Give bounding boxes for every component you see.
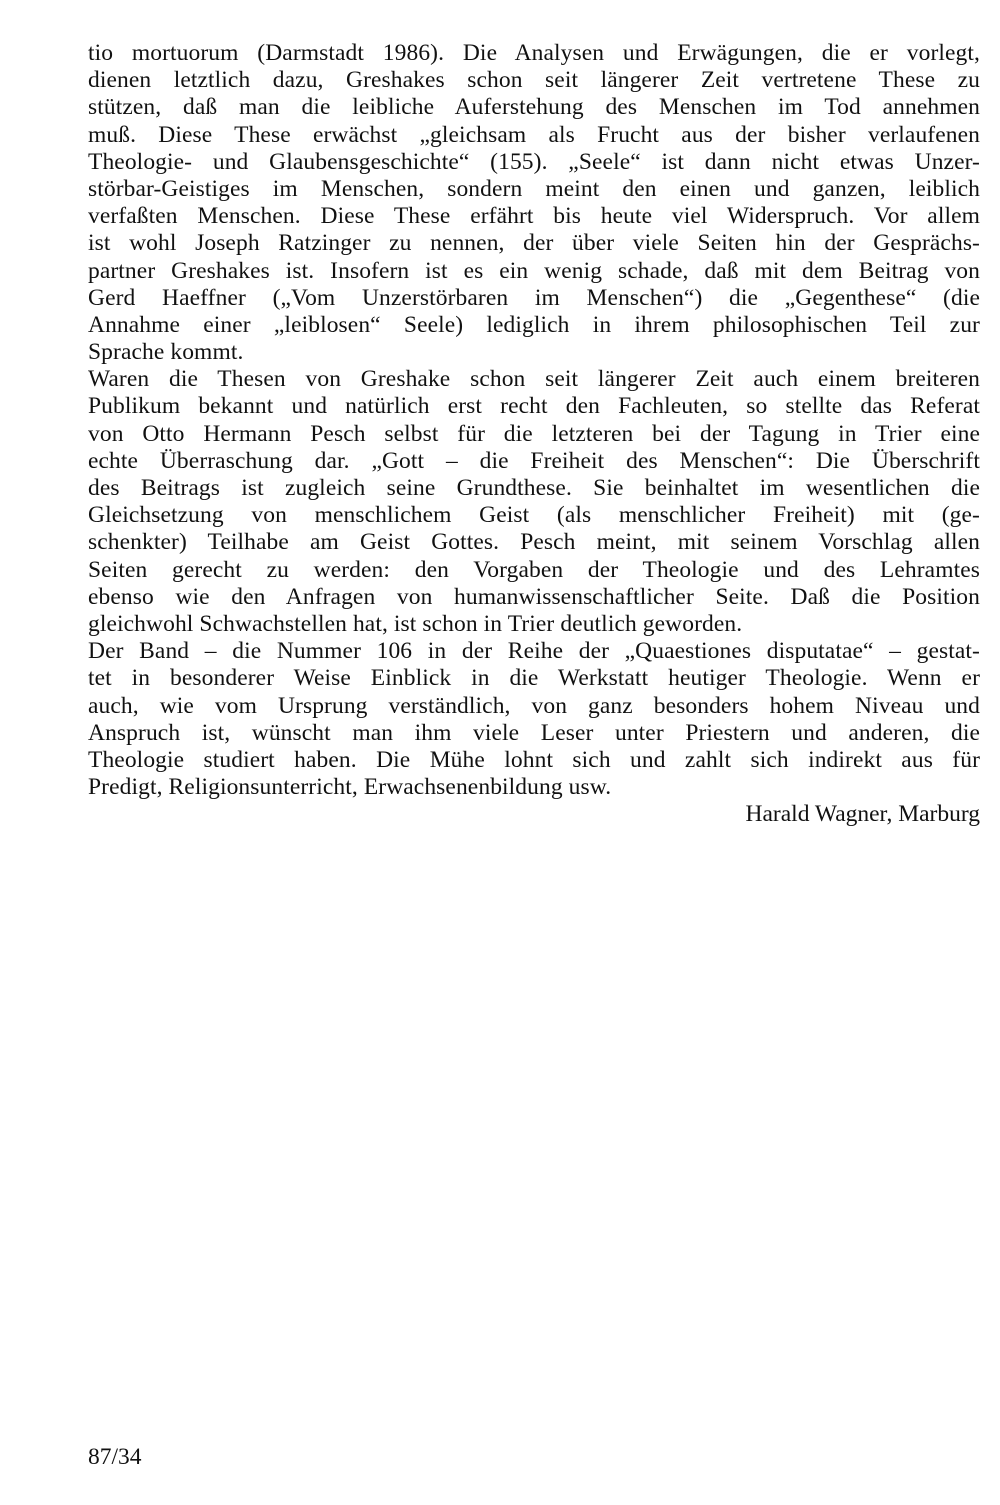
paragraph-end-line: gleichwohl Schwachstellen hat, ist schon in Trier deutlich geworden.: [88, 610, 743, 637]
text-line: von Otto Hermann Pesch selbst für die letzteren bei der Tagung in Trier eine: [88, 420, 980, 447]
text-line: verfaßten Menschen. Diese These erfährt bis heute viel Widerspruch. Vor allem: [88, 203, 980, 230]
text-line: Waren die Thesen von Greshake schon seit längerer Zeit auch einem breiteren: [88, 366, 980, 393]
page-number: 87/34: [88, 1444, 142, 1470]
paragraph-end-line: Sprache kommt.: [88, 339, 244, 366]
text-line: Publikum bekannt und natürlich erst recht den Fachleuten, so stellte das Referat: [88, 393, 980, 420]
text-line: Theologie- und Glaubensgeschichte“ (155). „Seele“ ist dann nicht etwas Unzer-: [88, 148, 980, 175]
text-line: echte Überraschung dar. „Gott – die Freiheit des Menschen“: Die Überschrift: [88, 447, 980, 474]
text-line: tet in besonderer Weise Einblick in die Werkstatt heutiger Theologie. Wenn er: [88, 665, 980, 692]
author-signature: Harald Wagner, Marburg: [745, 801, 980, 828]
text-line: Anspruch ist, wünscht man ihm viele Leser unter Priestern und anderen, die: [88, 719, 980, 746]
text-line: tio mortuorum (Darmstadt 1986). Die Analysen und Erwägungen, die er vorlegt,: [88, 40, 980, 66]
text-line: partner Greshakes ist. Insofern ist es ein wenig schade, daß mit dem Beitrag von: [88, 257, 980, 284]
paragraph-end-line: Predigt, Religionsunterricht, Erwachsenenbildung usw.: [88, 774, 612, 801]
text-line: Seiten gerecht zu werden: den Vorgaben der Theologie und des Lehramtes: [88, 556, 980, 583]
text-line: auch, wie vom Ursprung verständlich, von ganz besonders hohem Niveau und: [88, 692, 980, 719]
text-line: ebenso wie den Anfragen von humanwissenschaftlicher Seite. Daß die Position: [88, 583, 980, 610]
text-line: des Beitrags ist zugleich seine Grundthese. Sie beinhaltet im wesentlichen die: [88, 475, 980, 501]
text-line: dienen letztlich dazu, Greshakes schon seit längerer Zeit vertretene These zu: [88, 67, 980, 94]
text-line: Annahme einer „leiblosen“ Seele) lediglich in ihrem philosophischen Teil zur: [88, 311, 980, 338]
text-line: Gerd Haeffner („Vom Unzerstörbaren im Menschen“) die „Gegenthese“ (die: [88, 284, 980, 311]
text-line: störbar-Geistiges im Menschen, sondern meint den einen und ganzen, leiblich: [88, 175, 980, 202]
document-body: [88, 40, 980, 828]
text-line: stützen, daß man die leibliche Auferstehung des Menschen im Tod annehmen: [88, 94, 980, 121]
text-line: muß. Diese These erwächst „gleichsam als Frucht aus der bisher verlaufenen: [88, 121, 980, 148]
text-line: ist wohl Joseph Ratzinger zu nennen, der über viele Seiten hin der Gesprächs-: [88, 230, 980, 257]
text-line: Gleichsetzung von menschlichem Geist (als menschlicher Freiheit) mit (ge-: [88, 502, 980, 529]
text-line: schenkter) Teilhabe am Geist Gottes. Pesch meint, mit seinem Vorschlag allen: [88, 529, 980, 556]
text-line: Theologie studiert haben. Die Mühe lohnt sich und zahlt sich indirekt aus für: [88, 746, 980, 773]
text-line: Der Band – die Nummer 106 in der Reihe der „Quaestiones disputatae“ – gestat-: [88, 638, 980, 665]
